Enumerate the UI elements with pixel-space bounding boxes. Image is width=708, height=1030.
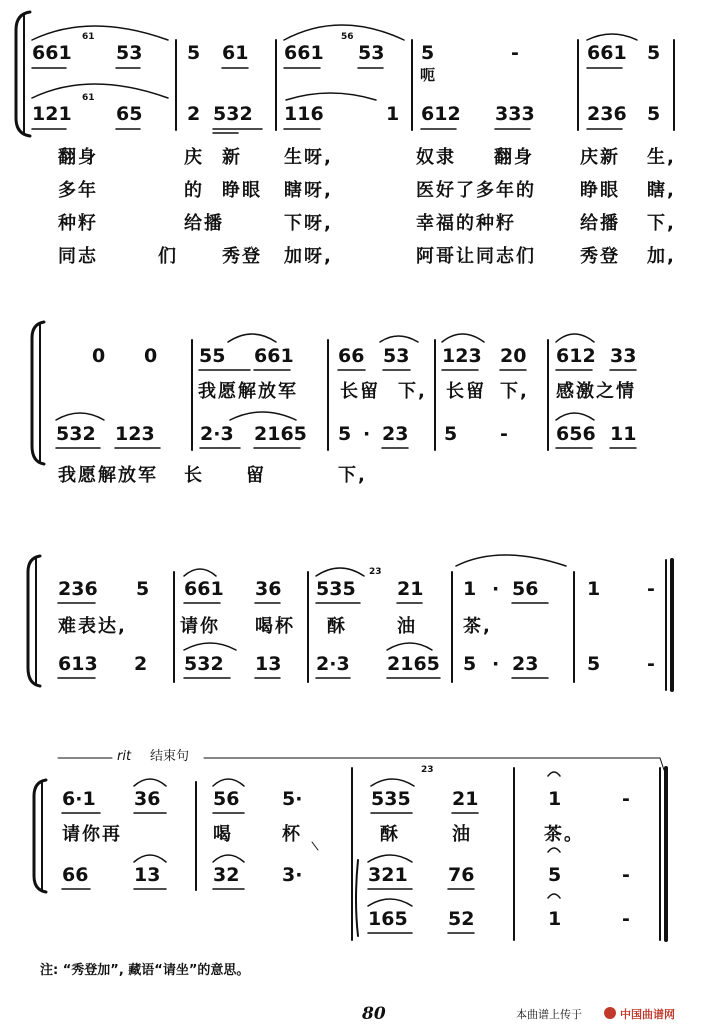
note-group: 532	[213, 103, 253, 125]
system-4-lines	[34, 758, 666, 940]
note-group: 123	[115, 423, 155, 445]
note-group: 116	[284, 103, 324, 125]
lyric: 给播	[184, 213, 224, 234]
note-group: 2·3	[316, 653, 350, 675]
lyric: 长	[184, 465, 204, 486]
note-group: -	[622, 864, 630, 886]
lyric: 酥	[327, 616, 347, 637]
note-group: 333	[495, 103, 535, 125]
grace-note: 23	[369, 567, 382, 577]
grace-note: 56	[341, 32, 354, 42]
system-1-lines	[16, 12, 674, 136]
note-group: 5	[548, 864, 562, 886]
note-group: 65	[116, 103, 143, 125]
note-group: 33	[610, 345, 637, 367]
note-group: 56	[512, 578, 539, 600]
note-group: 661	[284, 42, 324, 64]
lyric: 长留	[340, 381, 380, 402]
lyric: 医好了多年的	[416, 180, 536, 201]
note-group: 5	[463, 653, 477, 675]
note-group: 535	[371, 788, 411, 810]
note-group: 2165	[254, 423, 307, 445]
note-group: 661	[254, 345, 294, 367]
lyric: 下,	[398, 381, 427, 402]
lyric: 生,	[647, 147, 676, 168]
lyric: 茶,	[463, 616, 492, 637]
lyric: 加呀,	[284, 246, 333, 267]
site-logo: 中国曲谱网	[620, 1008, 675, 1021]
note-group: 32	[213, 864, 240, 886]
lyric: 秀登	[222, 246, 262, 267]
system-2-lines	[32, 322, 636, 464]
note-group: 61	[222, 42, 249, 64]
lyric: 茶。	[544, 824, 584, 845]
note-group: 11	[610, 423, 637, 445]
note-group: ·	[363, 423, 371, 445]
note-group: 23	[512, 653, 539, 675]
note-group: 0	[144, 345, 158, 367]
note-group: 56	[213, 788, 240, 810]
note-group: 1	[386, 103, 400, 125]
note-group: 66	[62, 864, 89, 886]
note-group: 661	[587, 42, 627, 64]
grace-note: 61	[82, 32, 95, 42]
note-group: 5	[136, 578, 150, 600]
note-group: 1	[463, 578, 477, 600]
lyric: 的	[184, 180, 204, 201]
lyric: 瞎,	[647, 180, 676, 201]
note-group: 53	[358, 42, 385, 64]
note-group: 2·3	[200, 423, 234, 445]
footnote: 注: “秀登加”, 藏语“请坐”的意思。	[40, 963, 250, 978]
note-group: 20	[500, 345, 527, 367]
note-group: 612	[556, 345, 596, 367]
lyric: 幸福的种籽	[416, 213, 516, 234]
lyric: 油	[452, 824, 472, 845]
lyric: 下,	[338, 465, 367, 486]
grace-note: 23	[421, 765, 434, 775]
lyric: 加,	[647, 246, 676, 267]
note-group: 661	[32, 42, 72, 64]
note-group: 613	[58, 653, 98, 675]
note-group: -	[511, 42, 519, 64]
system-3-lines	[28, 555, 672, 690]
lyric: 酥	[380, 824, 400, 845]
note-group: 53	[116, 42, 143, 64]
note-group: 3·	[282, 864, 303, 886]
note-group: 5	[587, 653, 601, 675]
lyric: 庆	[184, 147, 204, 168]
lyric: 我愿解放军	[198, 381, 298, 402]
note-group: -	[647, 578, 655, 600]
lyric: 新	[222, 147, 242, 168]
note-group: 36	[255, 578, 282, 600]
note-group: 661	[184, 578, 224, 600]
note-group: 55	[199, 345, 226, 367]
note-group: 21	[397, 578, 424, 600]
note-group: 21	[452, 788, 479, 810]
note-group: 532	[56, 423, 96, 445]
rit-marking: rit	[117, 749, 132, 764]
lyric: 生呀,	[284, 147, 333, 168]
lyric: 种籽	[58, 213, 98, 234]
page-number: 80	[362, 1004, 386, 1024]
lyric: 留	[246, 465, 266, 486]
note-group: 5	[187, 42, 201, 64]
note-group: 2	[134, 653, 148, 675]
note-group: 236	[587, 103, 627, 125]
lyric: 睁眼	[222, 180, 262, 201]
lyric: 翻身	[494, 147, 534, 168]
lyric: 下呀,	[284, 213, 333, 234]
note-group: 52	[448, 908, 475, 930]
note-group: 612	[421, 103, 461, 125]
note-group: 5	[421, 42, 435, 64]
note-group: 321	[368, 864, 408, 886]
note-group: 0	[92, 345, 106, 367]
lyric: 们	[158, 246, 178, 267]
note-group: 1	[587, 578, 601, 600]
note-group: ·	[492, 653, 500, 675]
lyric: 我愿解放军	[58, 465, 158, 486]
note-group: 6·1	[62, 788, 96, 810]
note-group: -	[500, 423, 508, 445]
lyric: 给播	[580, 213, 620, 234]
lyric: 请你再	[62, 824, 122, 845]
note-group: -	[622, 908, 630, 930]
lyric: 喝	[213, 824, 233, 845]
note-group: 76	[448, 864, 475, 886]
lyric: 喝杯	[255, 616, 295, 637]
lyric: 难表达,	[58, 616, 127, 637]
note-group: 13	[255, 653, 282, 675]
note-group: 1	[548, 908, 562, 930]
note-group: ·	[492, 578, 500, 600]
note-group: 13	[134, 864, 161, 886]
lyric: 同志	[58, 246, 98, 267]
lyric: 下,	[500, 381, 529, 402]
note-group: 532	[184, 653, 224, 675]
note-group: 5	[338, 423, 352, 445]
note-group: 236	[58, 578, 98, 600]
note-group: -	[622, 788, 630, 810]
note-group: 121	[32, 103, 72, 125]
note-group: 2165	[387, 653, 440, 675]
note-group: 23	[382, 423, 409, 445]
credit-text: 本曲谱上传于	[516, 1008, 582, 1021]
note-group: 5	[444, 423, 458, 445]
lyric: 多年	[58, 180, 98, 201]
note-group: 5	[647, 103, 661, 125]
note-group: 123	[442, 345, 482, 367]
lyric: 奴隶	[416, 147, 456, 168]
lyric: 油	[397, 616, 417, 637]
lyric: 杯	[282, 824, 302, 845]
note-group: -	[647, 653, 655, 675]
note-group: 656	[556, 423, 596, 445]
note-group: 2	[187, 103, 201, 125]
lyric: 翻身	[58, 147, 98, 168]
note-group: 36	[134, 788, 161, 810]
note-group: 1	[548, 788, 562, 810]
grace-note: 61	[82, 93, 95, 103]
note-group: 53	[383, 345, 410, 367]
lyric: 长留	[446, 381, 486, 402]
lyric: 睁眼	[580, 180, 620, 201]
lyric: 请你	[180, 616, 220, 637]
lyric: 庆新	[580, 147, 620, 168]
note-group: 5·	[282, 788, 303, 810]
note-group: 5	[647, 42, 661, 64]
lyric: 阿哥让同志们	[416, 246, 536, 267]
lyric: 感激之情	[556, 381, 636, 402]
lyric: 瞎呀,	[284, 180, 333, 201]
section-label: 结束句	[150, 749, 190, 764]
lyric: 下,	[647, 213, 676, 234]
note-group: 535	[316, 578, 356, 600]
interjection: 呃	[420, 66, 436, 84]
note-group: 165	[368, 908, 408, 930]
lyric: 秀登	[580, 246, 620, 267]
note-group: 66	[338, 345, 365, 367]
